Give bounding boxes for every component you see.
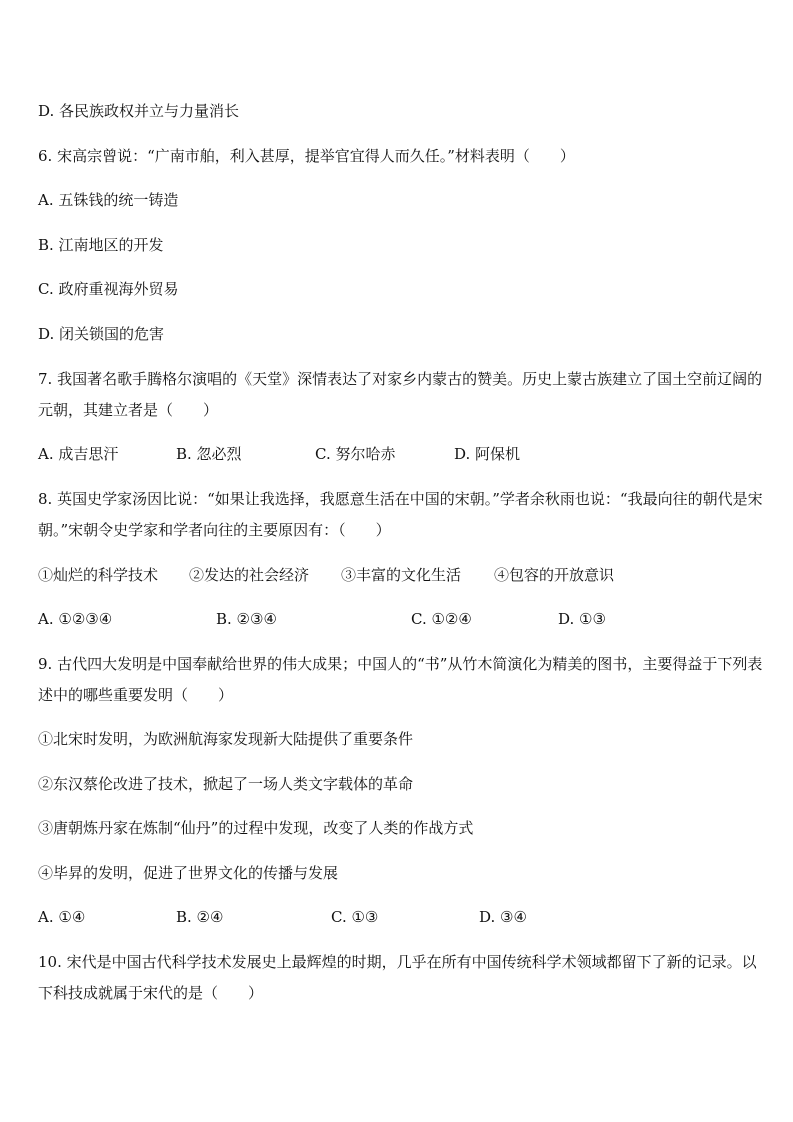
q9-statement-1: ①北宋时发明，为欧洲航海家发现新大陆提供了重要条件 [38, 730, 414, 748]
q9-statement-3: ③唐朝炼丹家在炼制“仙丹”的过程中发现，改变了人类的作战方式 [38, 819, 474, 837]
q6-option-b: B. 江南地区的开发 [38, 236, 164, 254]
q8-option-b: B. ②③④ [216, 610, 277, 628]
q6-option-c: C. 政府重视海外贸易 [38, 280, 179, 298]
q9-stem: 9. 古代四大发明是中国奉献给世界的伟大成果；中国人的“书”从竹木简演化为精美的图书，主要得益于下列表述中的哪些重要发明（ ） [38, 655, 763, 704]
q6-option-a: A. 五铢钱的统一铸造 [38, 191, 179, 209]
q8-statements [38, 564, 763, 586]
q8-option-d: D. ①③ [558, 610, 606, 628]
q8-statement-1: ①灿烂的科学技术 [38, 566, 159, 584]
q6-option-d: D. 闭关锁国的危害 [38, 325, 165, 343]
q7-options [38, 443, 763, 465]
q8-statement-2: ②发达的社会经济 [189, 566, 310, 584]
q8-stem: 8. 英国史学家汤因比说：“如果让我选择，我愿意生活在中国的宋朝。”学者余秋雨也说：“我最向往的朝代是宋朝。”宋朝令史学家和学者向往的主要原因有：（ ） [38, 490, 763, 539]
q7-option-d: D. 阿保机 [454, 445, 521, 463]
q9-option-a: A. ①④ [38, 908, 86, 926]
q9-statement-2: ②东汉蔡伦改进了技术，掀起了一场人类文字载体的革命 [38, 775, 414, 793]
q9-option-c: C. ①③ [331, 908, 379, 926]
q9-option-b: B. ②④ [176, 908, 224, 926]
q5-option-d: D. 各民族政权并立与力量消长 [38, 102, 240, 120]
q8-statement-3: ③丰富的文化生活 [341, 566, 462, 584]
q9-statement-4: ④毕昇的发明，促进了世界文化的传播与发展 [38, 864, 339, 882]
q8-option-c: C. ①②④ [411, 610, 472, 628]
q9-option-d: D. ③④ [479, 908, 527, 926]
q8-option-a: A. ①②③④ [38, 610, 113, 628]
q8-statement-4: ④包容的开放意识 [494, 566, 615, 584]
q7-option-a: A. 成吉思汗 [38, 445, 119, 463]
q9-options [38, 906, 763, 928]
q10-stem: 10. 宋代是中国古代科学技术发展史上最辉煌的时期，几乎在所有中国传统科学术领域都留下了新的记录。以下科技成就属于宋代的是（ ） [38, 953, 757, 1002]
q8-options [38, 608, 763, 630]
q7-option-b: B. 忽必烈 [176, 445, 242, 463]
q7-option-c: C. 努尔哈赤 [315, 445, 396, 463]
q6-stem: 6. 宋高宗曾说：“广南市舶，利入甚厚，提举官宜得人而久任。”材料表明（ ） [38, 147, 575, 165]
q7-stem: 7. 我国著名歌手腾格尔演唱的《天堂》深情表达了对家乡内蒙古的赞美。历史上蒙古族建立了国土空前辽阔的元朝，其建立者是（ ） [38, 370, 763, 419]
